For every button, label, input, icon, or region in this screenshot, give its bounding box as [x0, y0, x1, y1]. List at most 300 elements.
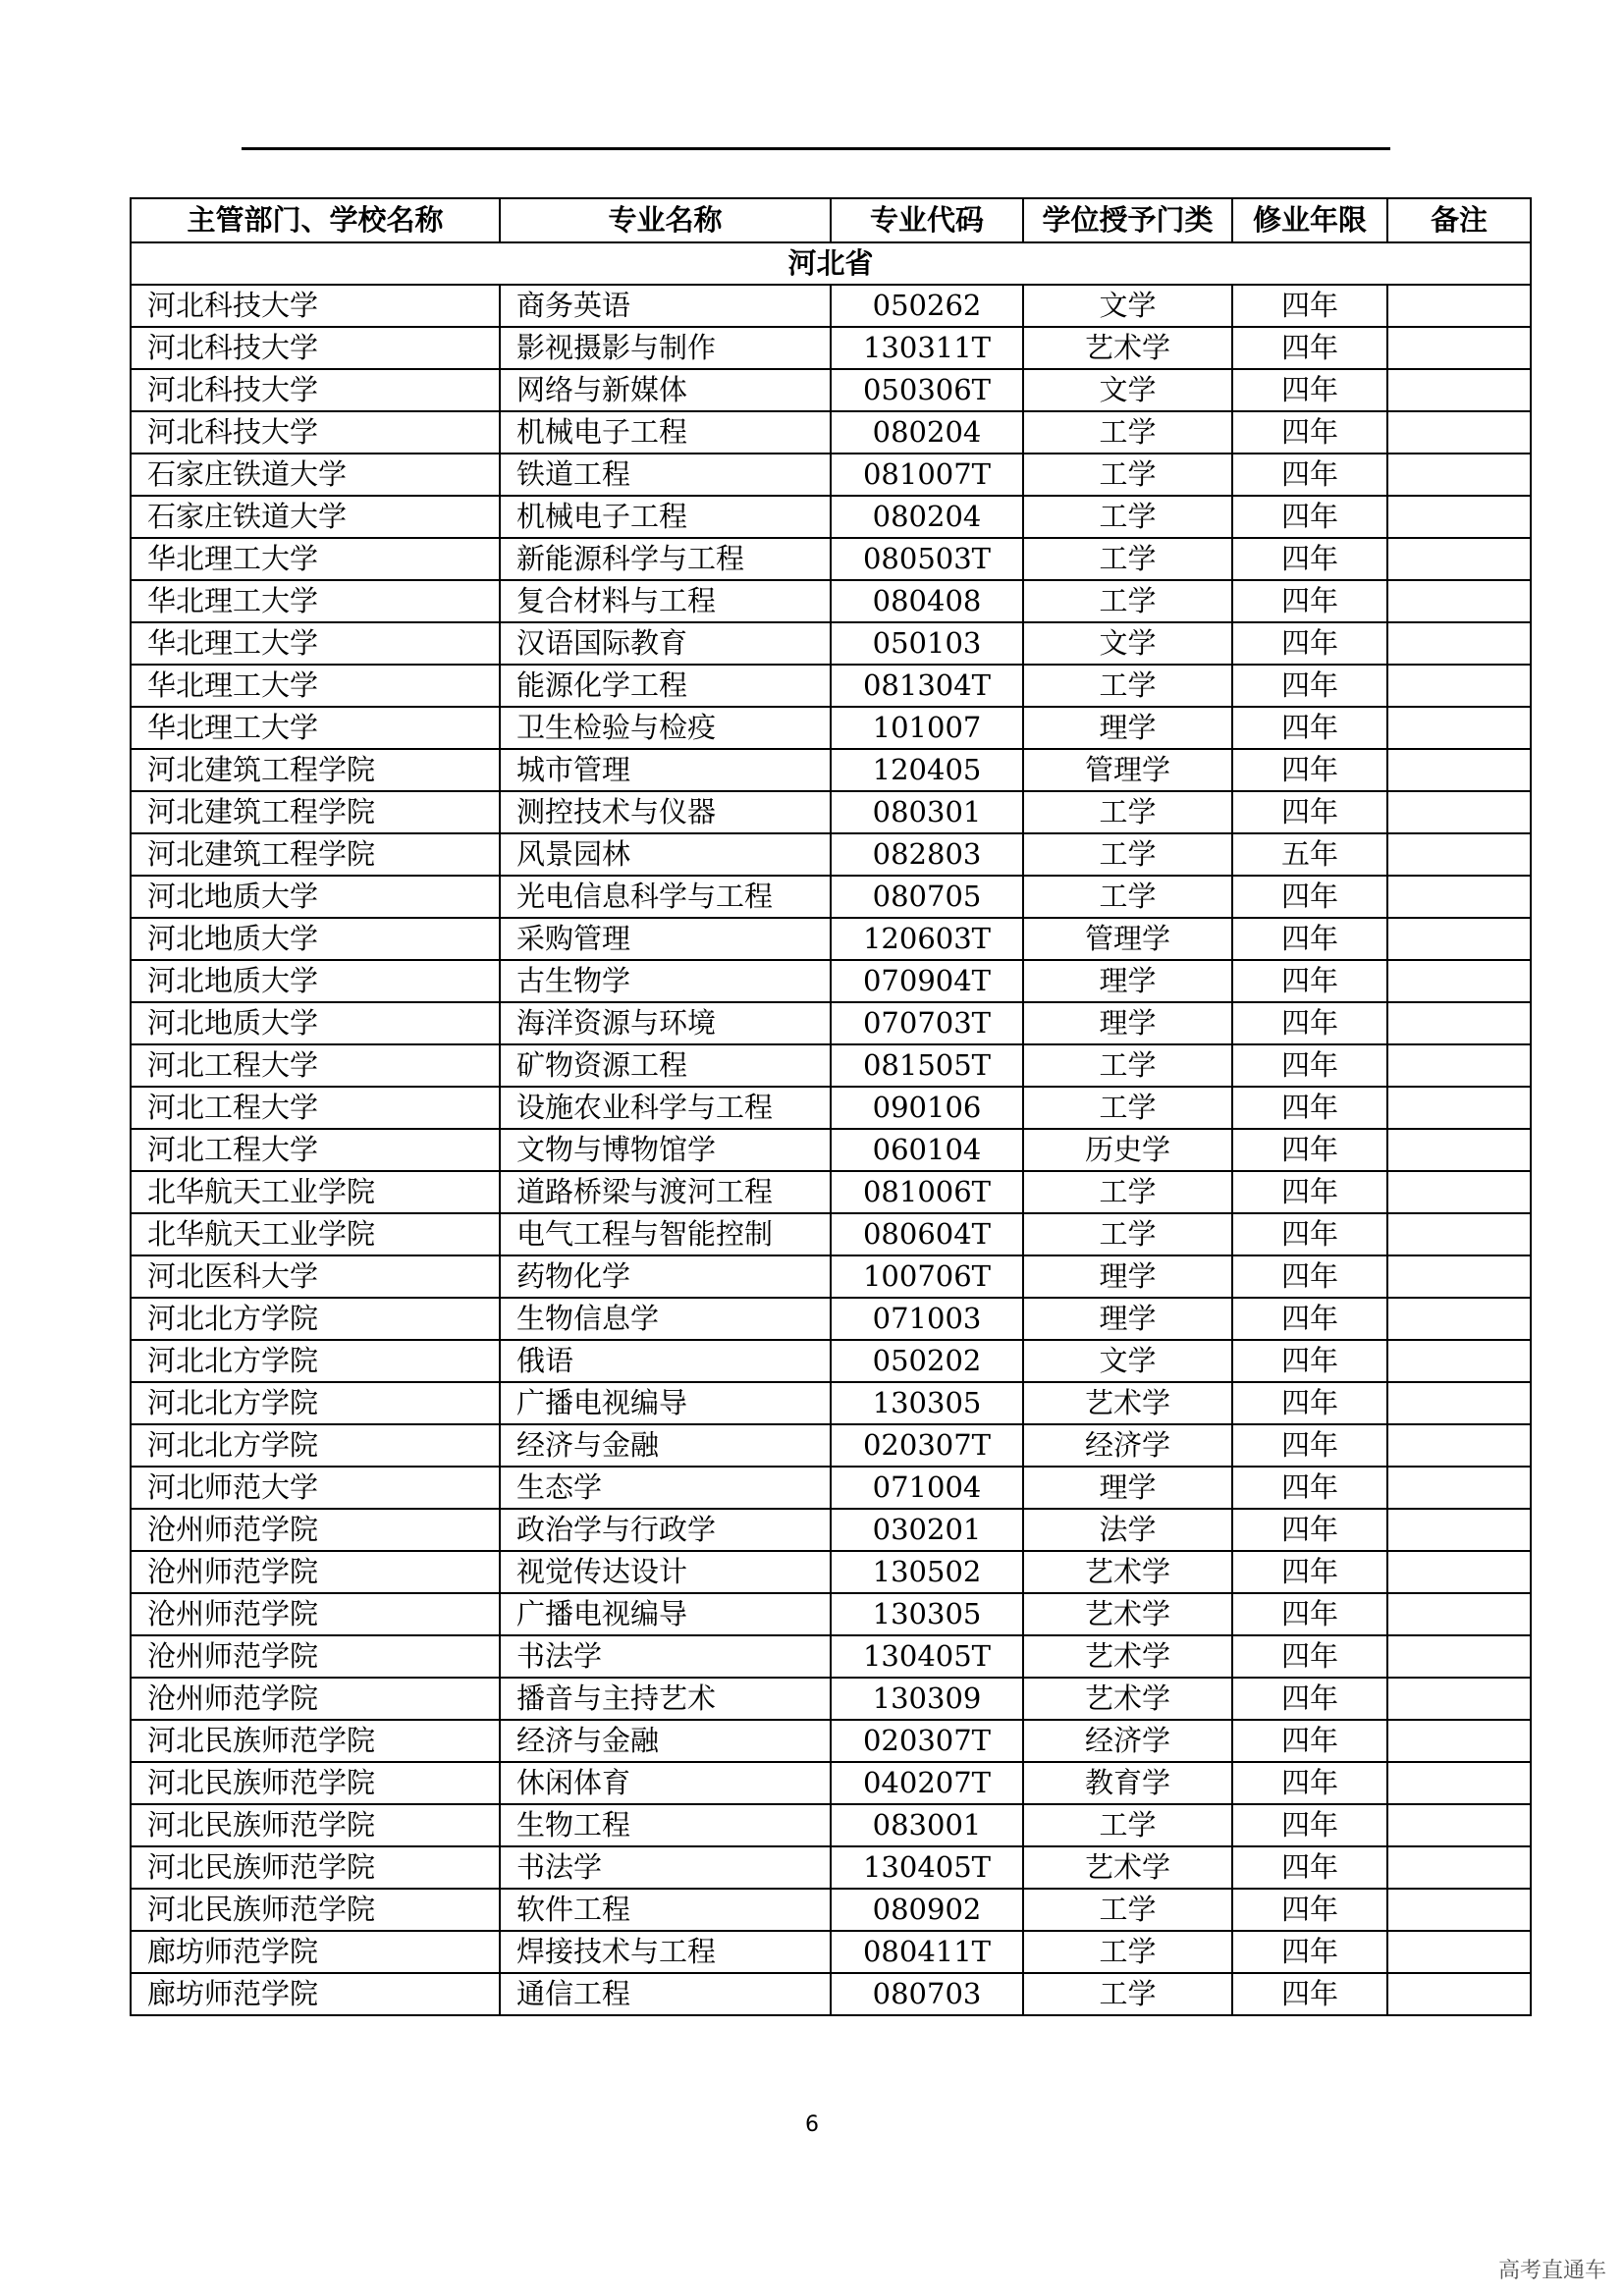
remarks-cell: [1387, 1467, 1531, 1509]
code-cell: 100706T: [831, 1255, 1023, 1298]
major-cell: 商务英语: [500, 285, 831, 327]
remarks-cell: [1387, 1340, 1531, 1382]
school-cell: 河北民族师范学院: [131, 1889, 500, 1931]
code-cell: 120603T: [831, 918, 1023, 960]
major-cell: 海洋资源与环境: [500, 1002, 831, 1044]
years-cell: 五年: [1232, 833, 1387, 876]
school-cell: 石家庄铁道大学: [131, 454, 500, 496]
code-cell: 081006T: [831, 1171, 1023, 1213]
degree-category-cell: 工学: [1023, 1044, 1232, 1087]
remarks-cell: [1387, 369, 1531, 411]
years-cell: 四年: [1232, 1298, 1387, 1340]
years-cell: 四年: [1232, 749, 1387, 791]
code-cell: 101007: [831, 707, 1023, 749]
years-cell: 四年: [1232, 960, 1387, 1002]
table-row: [131, 1382, 1531, 1424]
major-cell: 古生物学: [500, 960, 831, 1002]
code-cell: 050262: [831, 285, 1023, 327]
table-row: [131, 1255, 1531, 1298]
table-row: [131, 1635, 1531, 1678]
code-cell: 020307T: [831, 1720, 1023, 1762]
remarks-cell: [1387, 1087, 1531, 1129]
table-row: [131, 833, 1531, 876]
remarks-cell: [1387, 791, 1531, 833]
school-cell: 河北建筑工程学院: [131, 833, 500, 876]
code-cell: 050202: [831, 1340, 1023, 1382]
years-cell: 四年: [1232, 1002, 1387, 1044]
degree-category-cell: 法学: [1023, 1509, 1232, 1551]
remarks-cell: [1387, 327, 1531, 369]
code-cell: 130309: [831, 1678, 1023, 1720]
years-cell: 四年: [1232, 1678, 1387, 1720]
table-row: [131, 327, 1531, 369]
table-row: [131, 1087, 1531, 1129]
years-cell: 四年: [1232, 369, 1387, 411]
remarks-cell: [1387, 1382, 1531, 1424]
table-row: [131, 285, 1531, 327]
table-row: [131, 707, 1531, 749]
code-cell: 070904T: [831, 960, 1023, 1002]
table-row: [131, 1002, 1531, 1044]
major-cell: 新能源科学与工程: [500, 538, 831, 580]
table-row: [131, 665, 1531, 707]
code-cell: 130405T: [831, 1635, 1023, 1678]
table-row: [131, 1551, 1531, 1593]
school-cell: 河北地质大学: [131, 1002, 500, 1044]
code-cell: 130305: [831, 1382, 1023, 1424]
table-row: [131, 1298, 1531, 1340]
years-cell: 四年: [1232, 1720, 1387, 1762]
remarks-cell: [1387, 1762, 1531, 1804]
table-row: [131, 1171, 1531, 1213]
major-cell: 机械电子工程: [500, 411, 831, 454]
table-row: [131, 1678, 1531, 1720]
header-years: 修业年限: [1232, 198, 1387, 242]
degree-category-cell: 文学: [1023, 622, 1232, 665]
remarks-cell: [1387, 1044, 1531, 1087]
degree-category-cell: 理学: [1023, 960, 1232, 1002]
school-cell: 华北理工大学: [131, 580, 500, 622]
code-cell: 130405T: [831, 1846, 1023, 1889]
code-cell: 080703: [831, 1973, 1023, 2015]
table-row: [131, 454, 1531, 496]
school-cell: 河北师范大学: [131, 1467, 500, 1509]
degree-category-cell: 艺术学: [1023, 1635, 1232, 1678]
school-cell: 河北科技大学: [131, 411, 500, 454]
major-cell: 铁道工程: [500, 454, 831, 496]
remarks-cell: [1387, 876, 1531, 918]
years-cell: 四年: [1232, 622, 1387, 665]
degree-category-cell: 理学: [1023, 1002, 1232, 1044]
school-cell: 沧州师范学院: [131, 1678, 500, 1720]
degree-category-cell: 艺术学: [1023, 1593, 1232, 1635]
code-cell: 080301: [831, 791, 1023, 833]
years-cell: 四年: [1232, 1593, 1387, 1635]
header-code: 专业代码: [831, 198, 1023, 242]
major-cell: 光电信息科学与工程: [500, 876, 831, 918]
remarks-cell: [1387, 1678, 1531, 1720]
remarks-cell: [1387, 496, 1531, 538]
school-cell: 沧州师范学院: [131, 1509, 500, 1551]
school-cell: 河北科技大学: [131, 369, 500, 411]
years-cell: 四年: [1232, 411, 1387, 454]
remarks-cell: [1387, 1846, 1531, 1889]
major-cell: 药物化学: [500, 1255, 831, 1298]
header-rule: [242, 147, 1390, 150]
table-row: [131, 1467, 1531, 1509]
degree-category-cell: 文学: [1023, 369, 1232, 411]
code-cell: 080705: [831, 876, 1023, 918]
school-cell: 华北理工大学: [131, 538, 500, 580]
header-remarks: 备注: [1387, 198, 1531, 242]
degree-category-cell: 管理学: [1023, 749, 1232, 791]
code-cell: 020307T: [831, 1424, 1023, 1467]
school-cell: 河北地质大学: [131, 918, 500, 960]
code-cell: 080503T: [831, 538, 1023, 580]
remarks-cell: [1387, 833, 1531, 876]
table-row: [131, 411, 1531, 454]
school-cell: 河北北方学院: [131, 1382, 500, 1424]
school-cell: 河北北方学院: [131, 1340, 500, 1382]
school-cell: 河北地质大学: [131, 960, 500, 1002]
years-cell: 四年: [1232, 496, 1387, 538]
table-row: [131, 1509, 1531, 1551]
degree-category-cell: 工学: [1023, 665, 1232, 707]
years-cell: 四年: [1232, 580, 1387, 622]
major-cell: 汉语国际教育: [500, 622, 831, 665]
page-number: 6: [805, 2112, 819, 2137]
school-cell: 沧州师范学院: [131, 1635, 500, 1678]
majors-table: [130, 197, 1532, 2016]
major-cell: 俄语: [500, 1340, 831, 1382]
table-row: [131, 1973, 1531, 2015]
degree-category-cell: 艺术学: [1023, 1678, 1232, 1720]
table-row: [131, 960, 1531, 1002]
major-cell: 广播电视编导: [500, 1593, 831, 1635]
table-row: [131, 1889, 1531, 1931]
major-cell: 机械电子工程: [500, 496, 831, 538]
degree-category-cell: 工学: [1023, 833, 1232, 876]
table-row: [131, 876, 1531, 918]
code-cell: 050103: [831, 622, 1023, 665]
years-cell: 四年: [1232, 1255, 1387, 1298]
remarks-cell: [1387, 1720, 1531, 1762]
years-cell: 四年: [1232, 1044, 1387, 1087]
table-row: [131, 622, 1531, 665]
code-cell: 030201: [831, 1509, 1023, 1551]
code-cell: 080204: [831, 496, 1023, 538]
remarks-cell: [1387, 749, 1531, 791]
major-cell: 电气工程与智能控制: [500, 1213, 831, 1255]
remarks-cell: [1387, 580, 1531, 622]
degree-category-cell: 工学: [1023, 1931, 1232, 1973]
years-cell: 四年: [1232, 285, 1387, 327]
school-cell: 石家庄铁道大学: [131, 496, 500, 538]
header-degree-category: 学位授予门类: [1023, 198, 1232, 242]
province-row: [131, 242, 1531, 285]
remarks-cell: [1387, 1213, 1531, 1255]
major-cell: 生物工程: [500, 1804, 831, 1846]
degree-category-cell: 理学: [1023, 707, 1232, 749]
code-cell: 071004: [831, 1467, 1023, 1509]
remarks-cell: [1387, 1551, 1531, 1593]
degree-category-cell: 工学: [1023, 1087, 1232, 1129]
table-row: [131, 1424, 1531, 1467]
degree-category-cell: 艺术学: [1023, 1551, 1232, 1593]
school-cell: 沧州师范学院: [131, 1593, 500, 1635]
remarks-cell: [1387, 1973, 1531, 2015]
school-cell: 北华航天工业学院: [131, 1171, 500, 1213]
years-cell: 四年: [1232, 876, 1387, 918]
code-cell: 130502: [831, 1551, 1023, 1593]
degree-category-cell: 经济学: [1023, 1424, 1232, 1467]
remarks-cell: [1387, 1593, 1531, 1635]
degree-category-cell: 工学: [1023, 454, 1232, 496]
header-major: 专业名称: [500, 198, 831, 242]
major-cell: 经济与金融: [500, 1424, 831, 1467]
major-cell: 能源化学工程: [500, 665, 831, 707]
school-cell: 华北理工大学: [131, 665, 500, 707]
remarks-cell: [1387, 1298, 1531, 1340]
major-cell: 矿物资源工程: [500, 1044, 831, 1087]
school-cell: 河北民族师范学院: [131, 1762, 500, 1804]
school-cell: 河北科技大学: [131, 327, 500, 369]
remarks-cell: [1387, 960, 1531, 1002]
table-row: [131, 1931, 1531, 1973]
major-cell: 采购管理: [500, 918, 831, 960]
years-cell: 四年: [1232, 1382, 1387, 1424]
code-cell: 082803: [831, 833, 1023, 876]
years-cell: 四年: [1232, 665, 1387, 707]
table-row: [131, 918, 1531, 960]
remarks-cell: [1387, 1931, 1531, 1973]
table-row: [131, 1213, 1531, 1255]
remarks-cell: [1387, 1171, 1531, 1213]
school-cell: 廊坊师范学院: [131, 1931, 500, 1973]
code-cell: 080411T: [831, 1931, 1023, 1973]
school-cell: 河北工程大学: [131, 1087, 500, 1129]
school-cell: 廊坊师范学院: [131, 1973, 500, 2015]
remarks-cell: [1387, 1509, 1531, 1551]
remarks-cell: [1387, 707, 1531, 749]
years-cell: 四年: [1232, 1635, 1387, 1678]
degree-category-cell: 艺术学: [1023, 1382, 1232, 1424]
years-cell: 四年: [1232, 1213, 1387, 1255]
remarks-cell: [1387, 1255, 1531, 1298]
table-row: [131, 1044, 1531, 1087]
table-row: [131, 496, 1531, 538]
years-cell: 四年: [1232, 1931, 1387, 1973]
table-row: [131, 1593, 1531, 1635]
school-cell: 河北北方学院: [131, 1424, 500, 1467]
degree-category-cell: 理学: [1023, 1467, 1232, 1509]
table-row: [131, 1340, 1531, 1382]
code-cell: 080408: [831, 580, 1023, 622]
remarks-cell: [1387, 538, 1531, 580]
code-cell: 050306T: [831, 369, 1023, 411]
table-row: [131, 1846, 1531, 1889]
school-cell: 河北民族师范学院: [131, 1846, 500, 1889]
code-cell: 080604T: [831, 1213, 1023, 1255]
major-cell: 广播电视编导: [500, 1382, 831, 1424]
school-cell: 河北建筑工程学院: [131, 749, 500, 791]
degree-category-cell: 工学: [1023, 876, 1232, 918]
years-cell: 四年: [1232, 1762, 1387, 1804]
remarks-cell: [1387, 918, 1531, 960]
degree-category-cell: 文学: [1023, 285, 1232, 327]
major-cell: 软件工程: [500, 1889, 831, 1931]
school-cell: 河北民族师范学院: [131, 1804, 500, 1846]
code-cell: 080902: [831, 1889, 1023, 1931]
degree-category-cell: 教育学: [1023, 1762, 1232, 1804]
years-cell: 四年: [1232, 1973, 1387, 2015]
major-cell: 文物与博物馆学: [500, 1129, 831, 1171]
school-cell: 河北建筑工程学院: [131, 791, 500, 833]
degree-category-cell: 经济学: [1023, 1720, 1232, 1762]
major-cell: 道路桥梁与渡河工程: [500, 1171, 831, 1213]
code-cell: 130311T: [831, 327, 1023, 369]
major-cell: 焊接技术与工程: [500, 1931, 831, 1973]
years-cell: 四年: [1232, 791, 1387, 833]
code-cell: 083001: [831, 1804, 1023, 1846]
major-cell: 书法学: [500, 1846, 831, 1889]
years-cell: 四年: [1232, 1340, 1387, 1382]
code-cell: 070703T: [831, 1002, 1023, 1044]
years-cell: 四年: [1232, 1129, 1387, 1171]
table-header-row: [131, 198, 1531, 242]
major-cell: 卫生检验与检疫: [500, 707, 831, 749]
remarks-cell: [1387, 411, 1531, 454]
degree-category-cell: 工学: [1023, 496, 1232, 538]
years-cell: 四年: [1232, 1551, 1387, 1593]
major-cell: 书法学: [500, 1635, 831, 1678]
code-cell: 130305: [831, 1593, 1023, 1635]
degree-category-cell: 历史学: [1023, 1129, 1232, 1171]
remarks-cell: [1387, 1889, 1531, 1931]
degree-category-cell: 工学: [1023, 1973, 1232, 2015]
code-cell: 081304T: [831, 665, 1023, 707]
major-cell: 政治学与行政学: [500, 1509, 831, 1551]
major-cell: 网络与新媒体: [500, 369, 831, 411]
table-row: [131, 369, 1531, 411]
years-cell: 四年: [1232, 1804, 1387, 1846]
code-cell: 071003: [831, 1298, 1023, 1340]
degree-category-cell: 艺术学: [1023, 327, 1232, 369]
years-cell: 四年: [1232, 327, 1387, 369]
major-cell: 城市管理: [500, 749, 831, 791]
school-cell: 河北工程大学: [131, 1129, 500, 1171]
degree-category-cell: 工学: [1023, 1171, 1232, 1213]
school-cell: 河北科技大学: [131, 285, 500, 327]
school-cell: 沧州师范学院: [131, 1551, 500, 1593]
school-cell: 河北北方学院: [131, 1298, 500, 1340]
major-cell: 影视摄影与制作: [500, 327, 831, 369]
years-cell: 四年: [1232, 538, 1387, 580]
degree-category-cell: 理学: [1023, 1255, 1232, 1298]
school-cell: 河北医科大学: [131, 1255, 500, 1298]
degree-category-cell: 理学: [1023, 1298, 1232, 1340]
table-row: [131, 580, 1531, 622]
major-cell: 播音与主持艺术: [500, 1678, 831, 1720]
remarks-cell: [1387, 285, 1531, 327]
degree-category-cell: 工学: [1023, 411, 1232, 454]
years-cell: 四年: [1232, 454, 1387, 496]
years-cell: 四年: [1232, 1424, 1387, 1467]
remarks-cell: [1387, 1424, 1531, 1467]
school-cell: 河北工程大学: [131, 1044, 500, 1087]
major-cell: 设施农业科学与工程: [500, 1087, 831, 1129]
code-cell: 090106: [831, 1087, 1023, 1129]
degree-category-cell: 工学: [1023, 1889, 1232, 1931]
major-cell: 经济与金融: [500, 1720, 831, 1762]
header-school: 主管部门、学校名称: [131, 198, 500, 242]
degree-category-cell: 工学: [1023, 791, 1232, 833]
province-label: 河北省: [131, 242, 1531, 285]
school-cell: 华北理工大学: [131, 707, 500, 749]
remarks-cell: [1387, 1804, 1531, 1846]
remarks-cell: [1387, 454, 1531, 496]
table-row: [131, 1720, 1531, 1762]
remarks-cell: [1387, 1002, 1531, 1044]
degree-category-cell: 文学: [1023, 1340, 1232, 1382]
major-cell: 视觉传达设计: [500, 1551, 831, 1593]
degree-category-cell: 工学: [1023, 538, 1232, 580]
code-cell: 120405: [831, 749, 1023, 791]
table-row: [131, 538, 1531, 580]
years-cell: 四年: [1232, 1087, 1387, 1129]
table-row: [131, 791, 1531, 833]
remarks-cell: [1387, 665, 1531, 707]
remarks-cell: [1387, 1635, 1531, 1678]
years-cell: 四年: [1232, 1846, 1387, 1889]
remarks-cell: [1387, 622, 1531, 665]
degree-category-cell: 艺术学: [1023, 1846, 1232, 1889]
table-row: [131, 749, 1531, 791]
watermark: 高考直通车: [1497, 2259, 1606, 2283]
table-row: [131, 1129, 1531, 1171]
degree-category-cell: 工学: [1023, 1213, 1232, 1255]
major-cell: 生物信息学: [500, 1298, 831, 1340]
major-cell: 通信工程: [500, 1973, 831, 2015]
years-cell: 四年: [1232, 1889, 1387, 1931]
years-cell: 四年: [1232, 707, 1387, 749]
years-cell: 四年: [1232, 1509, 1387, 1551]
major-cell: 复合材料与工程: [500, 580, 831, 622]
code-cell: 081505T: [831, 1044, 1023, 1087]
remarks-cell: [1387, 1129, 1531, 1171]
school-cell: 河北地质大学: [131, 876, 500, 918]
code-cell: 080204: [831, 411, 1023, 454]
code-cell: 040207T: [831, 1762, 1023, 1804]
school-cell: 北华航天工业学院: [131, 1213, 500, 1255]
code-cell: 081007T: [831, 454, 1023, 496]
years-cell: 四年: [1232, 1467, 1387, 1509]
major-cell: 生态学: [500, 1467, 831, 1509]
table-row: [131, 1804, 1531, 1846]
degree-category-cell: 工学: [1023, 580, 1232, 622]
degree-category-cell: 管理学: [1023, 918, 1232, 960]
degree-category-cell: 工学: [1023, 1804, 1232, 1846]
years-cell: 四年: [1232, 1171, 1387, 1213]
major-cell: 风景园林: [500, 833, 831, 876]
major-cell: 测控技术与仪器: [500, 791, 831, 833]
years-cell: 四年: [1232, 918, 1387, 960]
school-cell: 华北理工大学: [131, 622, 500, 665]
school-cell: 河北民族师范学院: [131, 1720, 500, 1762]
code-cell: 060104: [831, 1129, 1023, 1171]
major-cell: 休闲体育: [500, 1762, 831, 1804]
table-row: [131, 1762, 1531, 1804]
